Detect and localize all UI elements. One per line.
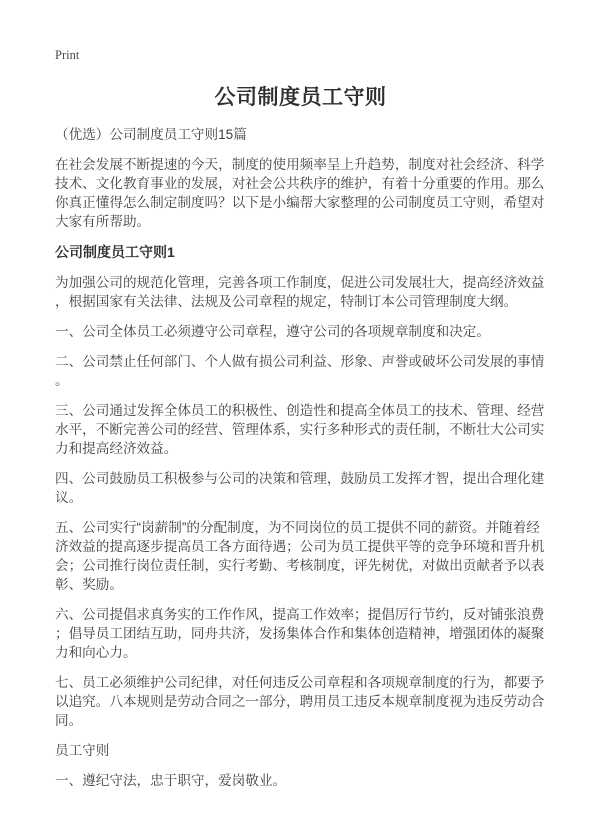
print-link[interactable]: Print <box>55 48 80 62</box>
intro-paragraph: 在社会发展不断提速的今天，制度的使用频率呈上升趋势，制度对社会经济、科学技术、文化教育事业的发展，对社会公共秩序的维护，有着十分重要的作用。那么你真正懂得怎么制定制度吗？以下是小编帮大家整理的公司制度员工守则，希望对大家有所帮助。 <box>55 157 545 229</box>
body-paragraph: 二、公司禁止任何部门、个人做有损公司利益、形象、声誉或破坏公司发展的事情。 <box>55 354 545 388</box>
body-paragraph: 七、员工必须维护公司纪律，对任何违反公司章程和各项规章制度的行为，都要予以追究。八本规则是劳动合同之一部分，聘用员工违反本规章制度视为违反劳动合同。 <box>55 675 545 728</box>
section-heading: 公司制度员工守则1 <box>55 244 175 260</box>
body-paragraph: 一、公司全体员工必须遵守公司章程，遵守公司的各项规章制度和决定。 <box>55 324 490 339</box>
body-paragraph: 六、公司提倡求真务实的工作作风，提高工作效率；提倡厉行节约，反对铺张浪费；倡导员工团结互助，同舟共济，发扬集体合作和集体创造精神，增强团体的凝聚力和向心力。 <box>55 607 545 660</box>
body-paragraph: 五、公司实行“岗薪制”的分配制度，为不同岗位的员工提供不同的薪资。并随着经济效益的提高逐步提高员工各方面待遇；公司为员工提供平等的竞争环境和晋升机会；公司推行岗位责任制，实行考勤、考核制度，评先树优，对做出贡献者予以表彰、奖励。 <box>55 520 545 592</box>
body-paragraph: 三、公司通过发挥全体员工的积极性、创造性和提高全体员工的技术、管理、经营水平，不断完善公司的经营、管理体系，实行多种形式的责任制，不断壮大公司实力和提高经济效益。 <box>55 403 545 456</box>
document-subtitle: （优选）公司制度员工守则15篇 <box>55 127 247 142</box>
subsection-heading: 员工守则 <box>55 743 110 758</box>
body-paragraph: 一、遵纪守法，忠于职守，爱岗敬业。 <box>55 773 287 788</box>
body-paragraph: 四、公司鼓励员工积极参与公司的决策和管理，鼓励员工发挥才智，提出合理化建议。 <box>55 471 545 505</box>
page-title: 公司制度员工守则 <box>214 86 387 109</box>
body-paragraph: 为加强公司的规范化管理，完善各项工作制度，促进公司发展壮大，提高经济效益，根据国家有关法律、法规及公司章程的规定，特制订本公司管理制度大纲。 <box>55 275 545 309</box>
